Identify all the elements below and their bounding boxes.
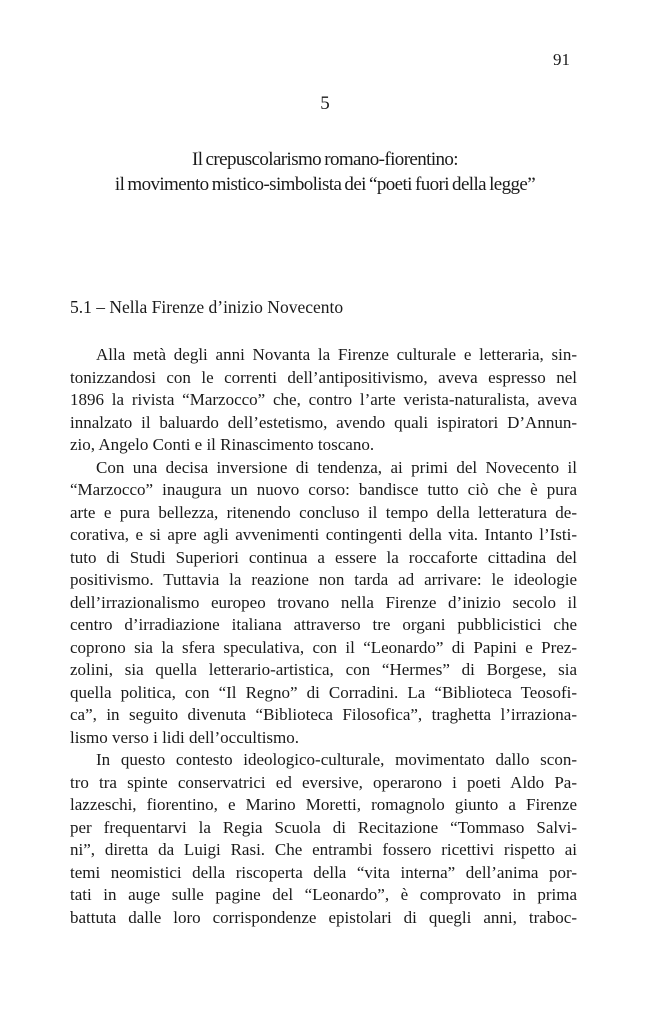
text-line: lazzeschi, fiorentino, e Marino Moretti, romagnolo giunto a Firenze: [70, 795, 577, 814]
text-line: ni”, diretta da Luigi Rasi. Che entrambi fossero ricettivi rispetto ai: [70, 840, 577, 859]
text-line: corativa, e si apre agli avvenimenti contingenti della vita. Intanto l’Isti-: [70, 525, 577, 544]
text-line: lismo verso i lidi dell’occultismo.: [70, 727, 300, 747]
body-text: [70, 344, 577, 929]
text-line: centro d’irradiazione italiana attraverso tre organi pubblicistici che: [70, 615, 577, 634]
text-line: per frequentarvi la Regia Scuola di Recitazione “Tommaso Salvi-: [70, 817, 577, 837]
text-line: arte e pura bellezza, ritenendo concluso il tempo della letteratura de-: [70, 502, 577, 522]
text-line: coprono sia la sfera speculativa, con il “Leonardo” di Papini e Prez-: [70, 637, 577, 657]
text-line: “Marzocco” inaugura un nuovo corso: bandisce tutto ciò che è pura: [70, 480, 577, 499]
chapter-number: 5: [320, 93, 330, 114]
text-line: quella politica, con “Il Regno” di Corradini. La “Biblioteca Teosofi-: [70, 682, 577, 702]
text-line: innalzato il baluardo dell’estetismo, avendo quali ispiratori D’Annun-: [70, 412, 577, 432]
page-number: 91: [553, 50, 570, 69]
chapter-title: [70, 147, 580, 197]
text-line: Con una decisa inversione di tendenza, ai primi del Novecento il: [96, 457, 577, 477]
text-line: tati in auge sulle pagine del “Leonardo”, è comprovato in prima: [70, 885, 577, 904]
text-line: positivismo. Tuttavia la reazione non tarda ad arrivare: le ideologie: [70, 570, 577, 589]
text-line: Alla metà degli anni Novanta la Firenze culturale e letteraria, sin-: [96, 345, 577, 364]
chapter-title-line: Il crepuscolarismo romano-fiorentino:: [192, 149, 458, 170]
text-line: 1896 la rivista “Marzocco” che, contro l’arte verista-naturalista, aveva: [70, 390, 577, 409]
section-heading: 5.1 – Nella Firenze d’inizio Novecento: [70, 297, 344, 317]
text-line: battuta dalle loro corrispondenze epistolari di quegli anni, traboc-: [70, 907, 577, 927]
text-line: dell’irrazionalismo europeo trovano nella Firenze d’inizio secolo il: [70, 592, 577, 612]
text-line: temi neomistici della riscoperta della “vita interna” dell’anima por-: [70, 862, 577, 882]
chapter-title-line: il movimento mistico-simbolista dei “poeti fuori della legge”: [114, 174, 536, 195]
text-line: tro tra spinte conservatrici ed eversive, operarono i poeti Aldo Pa-: [70, 772, 577, 792]
text-line: In questo contesto ideologico-culturale, movimentato dallo scon-: [96, 750, 577, 769]
text-line: ca”, in seguito divenuta “Biblioteca Filosofica”, traghetta l’irraziona-: [70, 705, 577, 724]
text-line: zio, Angelo Conti e il Rinascimento toscano.: [70, 435, 375, 454]
text-line: tonizzandosi con le correnti dell’antipositivismo, aveva espresso nel: [70, 367, 577, 387]
text-line: zolini, sia quella letterario-artistica, con “Hermes” di Borgese, sia: [70, 660, 577, 679]
text-line: tuto di Studi Superiori continua a essere la roccaforte cittadina del: [70, 547, 577, 567]
